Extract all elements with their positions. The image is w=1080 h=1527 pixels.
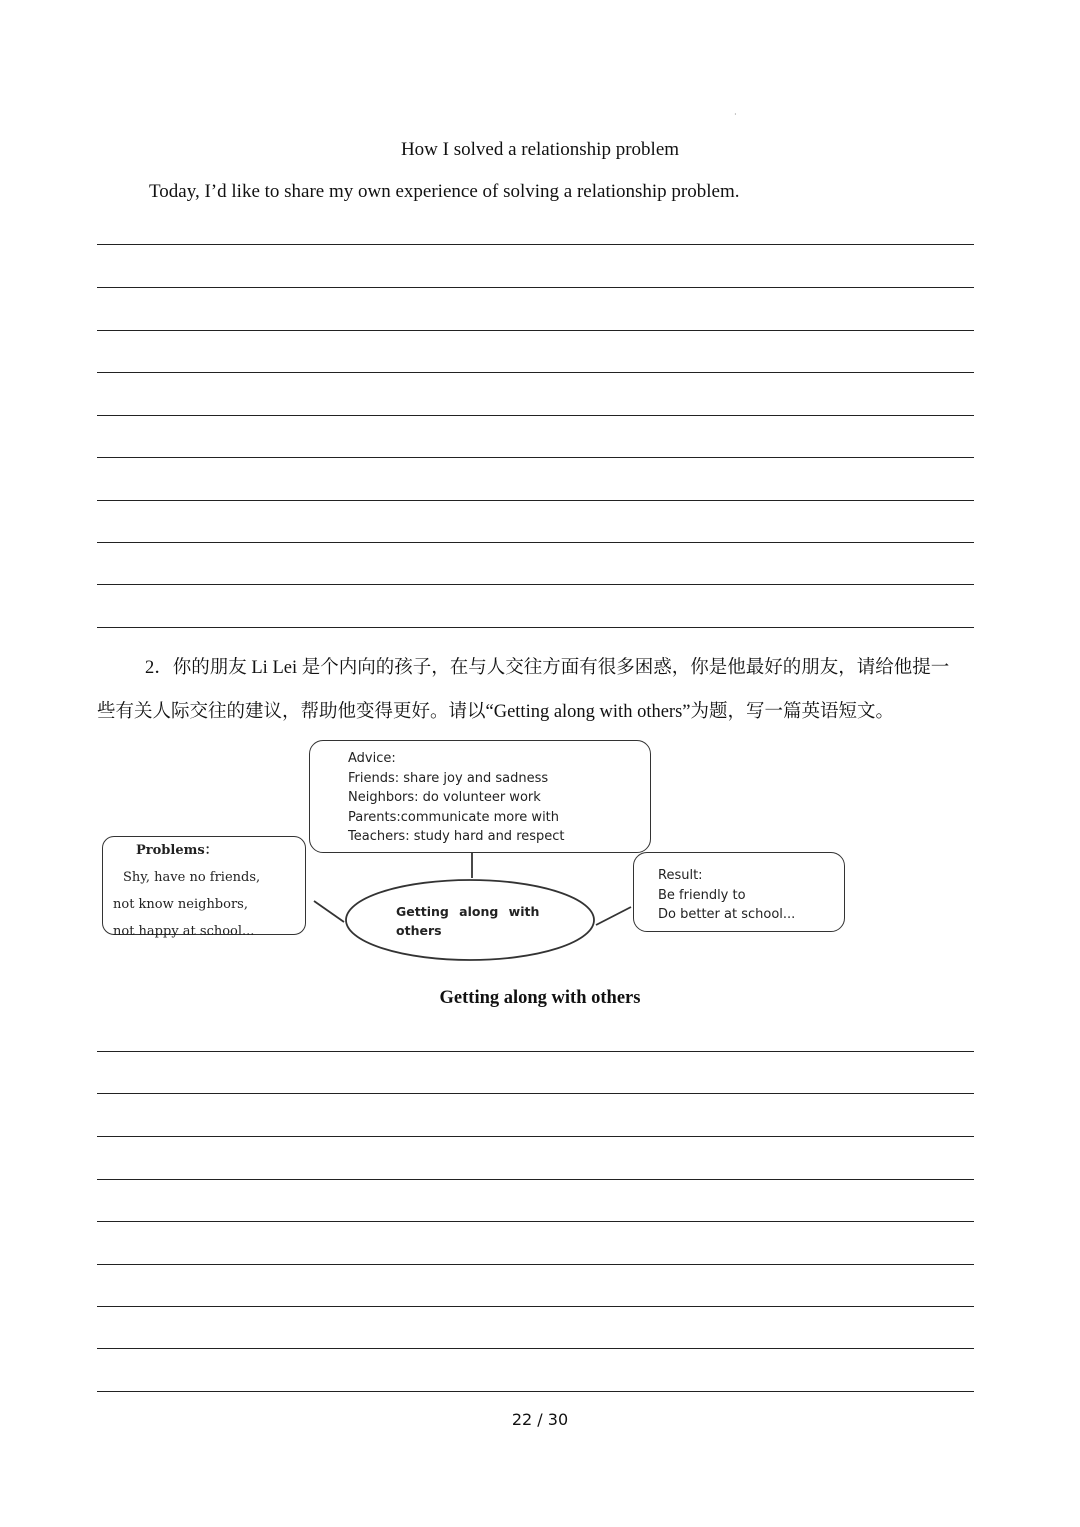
question-2-line-2: 些有关人际交往的建议，帮助他变得更好。请以“Getting along with others”为题，写一篇英语短文。 (97, 702, 894, 722)
writing-line (97, 244, 974, 245)
center-label-line-1: Getting along with (396, 904, 540, 919)
writing-line (97, 1221, 974, 1222)
writing-line (97, 372, 974, 373)
writing-line (97, 584, 974, 585)
writing-line (97, 1136, 974, 1137)
writing-line (97, 287, 974, 288)
center-label (396, 902, 539, 940)
writing-line (97, 1391, 974, 1392)
scan-dot: · (734, 110, 737, 119)
problems-item: not happy at school... (113, 924, 255, 939)
question-2-line-1: 2．你的朋友 Li Lei 是个内向的孩子，在与人交往方面有很多困惑，你是他最好的朋友，请给他提一 (145, 658, 950, 678)
result-item: Be friendly to (658, 887, 746, 903)
page-number: 22 / 30 (511, 1410, 569, 1429)
question-2 (97, 646, 987, 734)
writing-line (97, 1179, 974, 1180)
mind-map-diagram (0, 735, 1080, 975)
writing-line (97, 1348, 974, 1349)
advice-item: Parents:communicate more with (348, 809, 560, 825)
writing-line (97, 1264, 974, 1265)
writing-line (97, 1051, 974, 1052)
writing-line (97, 542, 974, 543)
writing-line (97, 627, 974, 628)
advice-item: Friends: share joy and sadness (348, 770, 549, 786)
writing-line (97, 330, 974, 331)
result-heading: Result: (658, 868, 703, 883)
advice-box (309, 740, 651, 853)
writing-line (97, 1306, 974, 1307)
advice-item: Neighbors: do volunteer work (348, 790, 541, 806)
center-label-line-2: others (396, 923, 442, 938)
writing-line (97, 415, 974, 416)
essay-title: Getting along with others (439, 988, 641, 1008)
result-box (633, 852, 845, 932)
result-item: Do better at school... (658, 907, 796, 922)
problems-heading: Problems： (136, 843, 218, 858)
writing-line (97, 457, 974, 458)
section-intro: Today, I’d like to share my own experience of solving a relationship problem. (149, 181, 740, 202)
advice-heading: Advice: (348, 751, 396, 766)
writing-line (97, 1093, 974, 1094)
problems-box (102, 836, 306, 939)
problems-item: not know neighbors, (113, 897, 248, 912)
section-title: How I solved a relationship problem (400, 139, 680, 160)
advice-item: Teachers: study hard and respect (348, 829, 565, 845)
problems-item: Shy, have no friends, (123, 870, 261, 885)
writing-line (97, 500, 974, 501)
